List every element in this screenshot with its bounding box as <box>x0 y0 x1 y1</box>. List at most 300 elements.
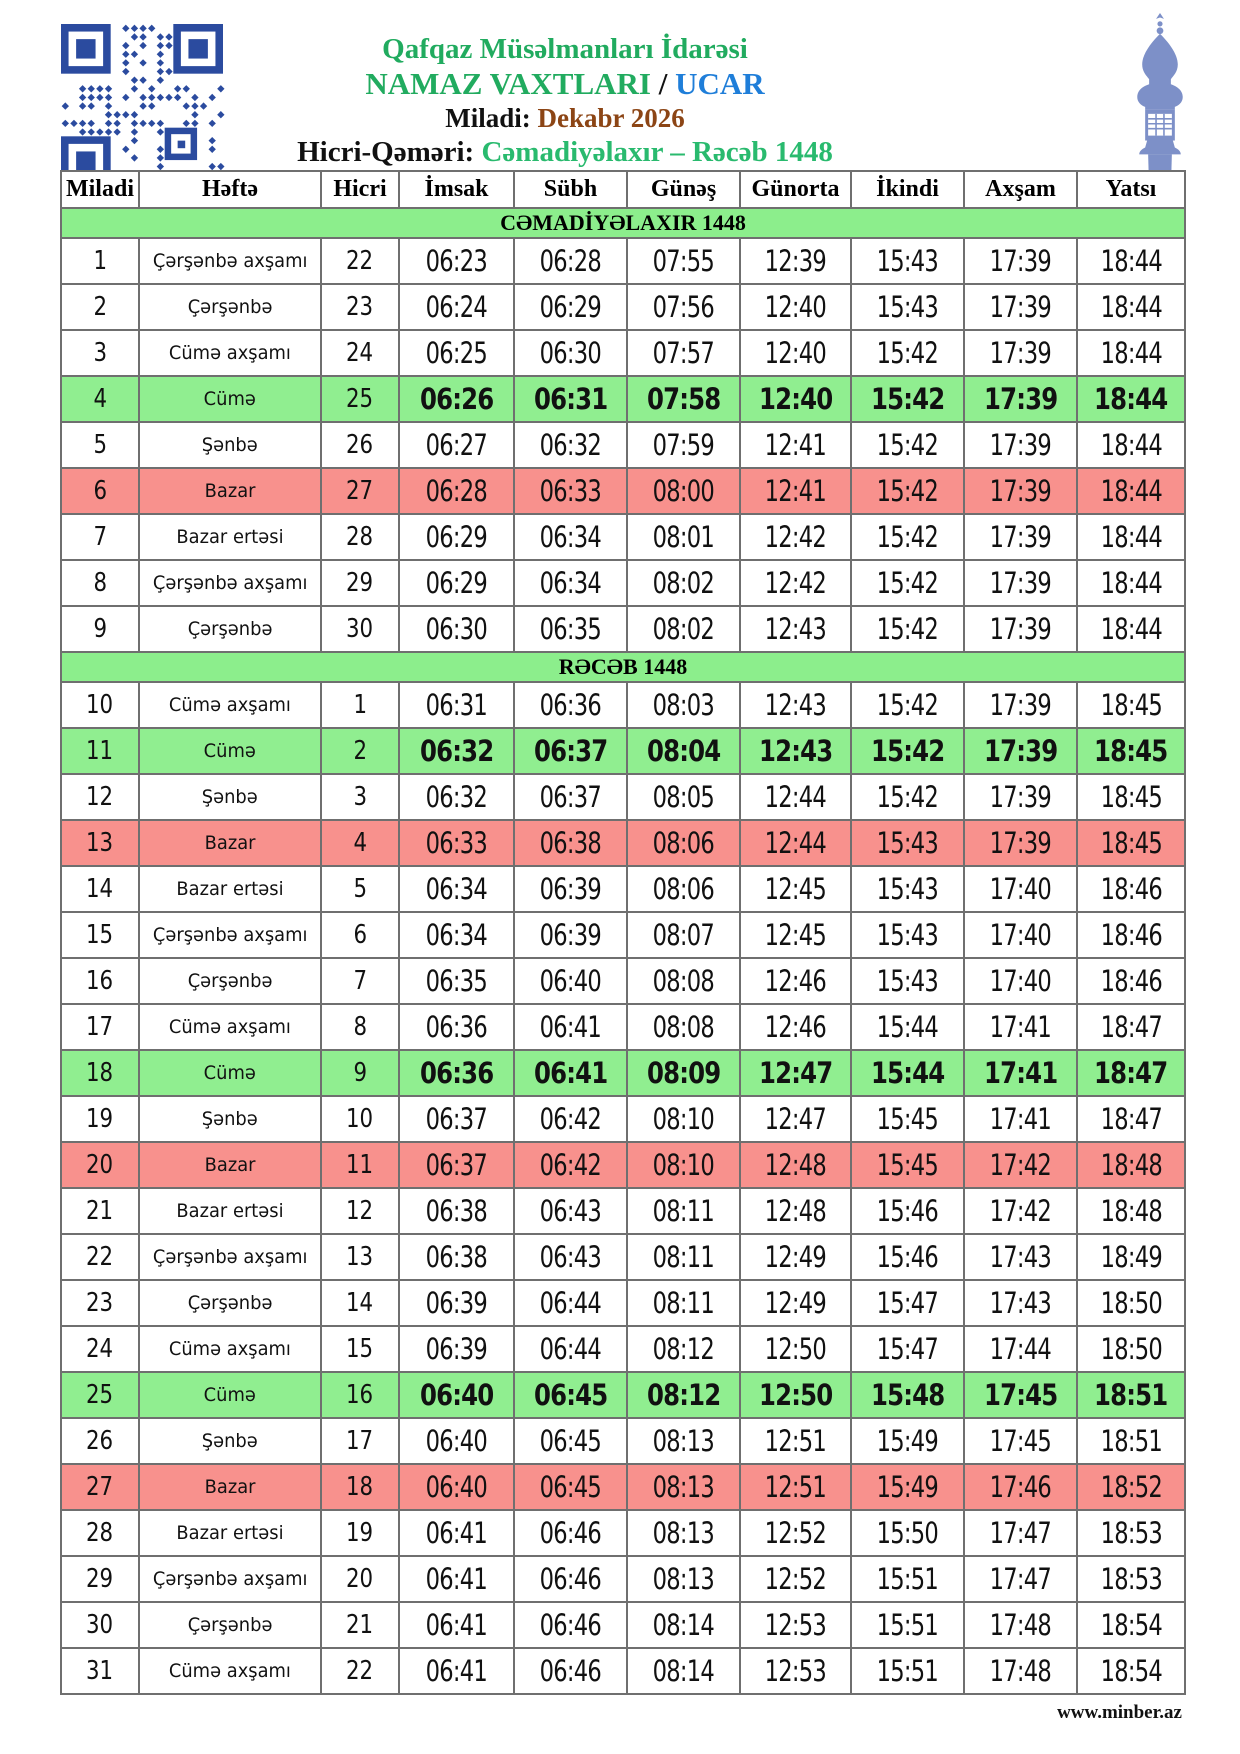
cell-time-4-text: 15:45 <box>876 1102 939 1136</box>
cell-hicri-day-text: 20 <box>346 1564 374 1594</box>
cell-time-5-text: 17:42 <box>989 1194 1052 1228</box>
cell-time-5 <box>964 728 1077 774</box>
cell-time-5 <box>964 1464 1077 1510</box>
cell-miladi-day-text: 20 <box>86 1150 114 1180</box>
cell-time-6-text: 18:47 <box>1094 1056 1168 1090</box>
cell-hicri-day-text: 28 <box>346 522 374 552</box>
cell-time-2-text: 08:14 <box>652 1608 715 1642</box>
cell-miladi-day <box>61 1050 139 1096</box>
cell-time-0-text: 06:38 <box>425 1240 488 1274</box>
table-header-row <box>61 171 1185 208</box>
cell-weekday-text: Cümə <box>203 1062 257 1084</box>
cell-time-4 <box>851 1004 964 1050</box>
cell-time-0 <box>399 866 514 912</box>
cell-time-2 <box>627 1142 740 1188</box>
cell-time-2 <box>627 1096 740 1142</box>
cell-time-4-text: 15:51 <box>876 1608 939 1642</box>
cell-time-4 <box>851 728 964 774</box>
cell-time-6-text: 18:53 <box>1100 1516 1162 1550</box>
cell-time-1 <box>514 1648 627 1694</box>
cell-time-3 <box>740 376 851 422</box>
minaret-icon <box>1124 12 1196 190</box>
cell-hicri-day <box>321 1372 399 1418</box>
cell-time-3-text: 12:43 <box>764 612 827 646</box>
cell-time-0 <box>399 1464 514 1510</box>
cell-time-1 <box>514 1418 627 1464</box>
cell-time-0-text: 06:39 <box>425 1332 488 1366</box>
cell-weekday-text: Çərşənbə axşamı <box>152 572 308 594</box>
cell-time-0-text: 06:32 <box>425 780 488 814</box>
cell-miladi-day <box>61 1004 139 1050</box>
cell-time-5 <box>964 1510 1077 1556</box>
cell-time-4 <box>851 1602 964 1648</box>
cell-time-3-text: 12:40 <box>764 290 827 324</box>
cell-time-5-text: 17:46 <box>989 1470 1052 1504</box>
cell-hicri-day <box>321 1142 399 1188</box>
cell-weekday-text: Cümə axşamı <box>169 1016 291 1038</box>
cell-miladi-day-text: 28 <box>86 1518 114 1548</box>
cell-time-4-text: 15:42 <box>876 688 939 722</box>
cell-time-5-text: 17:44 <box>989 1332 1052 1366</box>
cell-time-1 <box>514 1372 627 1418</box>
cell-time-4 <box>851 468 964 514</box>
cell-time-0 <box>399 422 514 468</box>
cell-hicri-day-text: 12 <box>346 1196 374 1226</box>
cell-time-0 <box>399 1372 514 1418</box>
cell-time-4 <box>851 1418 964 1464</box>
cell-time-2 <box>627 422 740 468</box>
cell-time-0-text: 06:24 <box>425 290 488 324</box>
cell-time-5 <box>964 866 1077 912</box>
cell-weekday <box>139 682 321 728</box>
cell-hicri-day-text: 8 <box>353 1012 367 1042</box>
cell-time-0 <box>399 1234 514 1280</box>
cell-time-0-text: 06:35 <box>425 964 488 998</box>
cell-time-5-text: 17:39 <box>989 566 1052 600</box>
cell-time-6-text: 18:44 <box>1100 520 1162 554</box>
cell-time-0-text: 06:29 <box>425 566 488 600</box>
cell-time-3-text: 12:52 <box>764 1516 827 1550</box>
cell-hicri-day-text: 13 <box>346 1242 374 1272</box>
cell-time-3-text: 12:46 <box>764 1010 827 1044</box>
cell-time-4-text: 15:42 <box>876 428 939 462</box>
cell-weekday <box>139 774 321 820</box>
cell-time-5-text: 17:39 <box>983 382 1058 416</box>
cell-hicri-day-text: 22 <box>346 246 374 276</box>
cell-time-2-text: 08:06 <box>652 826 715 860</box>
cell-miladi-day <box>61 1326 139 1372</box>
cell-weekday-text: Çərşənbə <box>187 1292 273 1314</box>
cell-time-5 <box>964 514 1077 560</box>
cell-time-3 <box>740 1280 851 1326</box>
cell-hicri-day <box>321 376 399 422</box>
column-header-3: İmsak <box>399 171 514 208</box>
table-row <box>61 682 1185 728</box>
cell-time-5-text: 17:48 <box>989 1608 1052 1642</box>
cell-time-3-text: 12:53 <box>764 1608 827 1642</box>
cell-time-4-text: 15:42 <box>870 382 945 416</box>
cell-time-3-text: 12:43 <box>764 688 827 722</box>
cell-time-1-text: 06:43 <box>539 1240 602 1274</box>
cell-time-2-text: 08:13 <box>652 1424 715 1458</box>
section-title: CƏMADİYƏLAXIR 1448 <box>61 208 1185 238</box>
cell-time-3-text: 12:49 <box>764 1240 827 1274</box>
cell-time-5-text: 17:45 <box>983 1378 1058 1412</box>
table-row <box>61 330 1185 376</box>
cell-weekday <box>139 422 321 468</box>
cell-time-4-text: 15:42 <box>876 566 939 600</box>
cell-time-2 <box>627 1234 740 1280</box>
cell-miladi-day-text: 3 <box>93 338 107 368</box>
table-row <box>61 912 1185 958</box>
cell-time-3 <box>740 728 851 774</box>
cell-time-4 <box>851 1556 964 1602</box>
cell-weekday <box>139 728 321 774</box>
cell-time-3-text: 12:45 <box>764 918 827 952</box>
cell-weekday <box>139 912 321 958</box>
cell-weekday <box>139 1556 321 1602</box>
cell-time-2-text: 07:59 <box>652 428 715 462</box>
cell-miladi-day-text: 17 <box>86 1012 114 1042</box>
cell-time-4 <box>851 284 964 330</box>
cell-time-0 <box>399 1142 514 1188</box>
cell-time-4-text: 15:43 <box>876 290 939 324</box>
cell-time-3 <box>740 606 851 652</box>
cell-miladi-day-text: 14 <box>86 874 114 904</box>
cell-time-1 <box>514 1556 627 1602</box>
cell-miladi-day <box>61 820 139 866</box>
cell-hicri-day <box>321 422 399 468</box>
cell-time-6 <box>1077 560 1185 606</box>
cell-miladi-day-text: 18 <box>86 1058 114 1088</box>
table-row <box>61 728 1185 774</box>
cell-hicri-day <box>321 1326 399 1372</box>
cell-time-5-text: 17:39 <box>989 612 1052 646</box>
cell-time-2 <box>627 468 740 514</box>
cell-weekday <box>139 1326 321 1372</box>
cell-time-3 <box>740 1418 851 1464</box>
cell-time-0-text: 06:38 <box>425 1194 488 1228</box>
cell-time-6 <box>1077 820 1185 866</box>
cell-miladi-day <box>61 958 139 1004</box>
cell-time-1-text: 06:29 <box>539 290 602 324</box>
cell-miladi-day-text: 22 <box>86 1242 114 1272</box>
table-row <box>61 958 1185 1004</box>
cell-time-5 <box>964 376 1077 422</box>
cell-time-2-text: 08:10 <box>652 1148 715 1182</box>
cell-time-6-text: 18:44 <box>1100 474 1162 508</box>
cell-miladi-day <box>61 560 139 606</box>
cell-hicri-day-text: 10 <box>346 1104 374 1134</box>
cell-weekday <box>139 238 321 284</box>
cell-time-2-text: 08:12 <box>652 1332 715 1366</box>
cell-weekday <box>139 330 321 376</box>
cell-hicri-day <box>321 1602 399 1648</box>
cell-time-5 <box>964 682 1077 728</box>
cell-time-6 <box>1077 1464 1185 1510</box>
cell-hicri-day <box>321 1188 399 1234</box>
cell-time-0 <box>399 238 514 284</box>
cell-time-6 <box>1077 1280 1185 1326</box>
table-row <box>61 1602 1185 1648</box>
cell-time-4-text: 15:50 <box>876 1516 939 1550</box>
cell-time-5 <box>964 1096 1077 1142</box>
cell-time-1-text: 06:43 <box>539 1194 602 1228</box>
cell-hicri-day-text: 3 <box>353 782 367 812</box>
cell-miladi-day <box>61 1418 139 1464</box>
cell-time-2-text: 08:13 <box>652 1470 715 1504</box>
cell-time-4 <box>851 1096 964 1142</box>
cell-time-3-text: 12:41 <box>764 428 827 462</box>
cell-time-1 <box>514 1096 627 1142</box>
cell-time-1-text: 06:34 <box>539 566 602 600</box>
cell-time-0 <box>399 330 514 376</box>
cell-time-5 <box>964 1142 1077 1188</box>
cell-weekday-text: Çərşənbə axşamı <box>152 1246 308 1268</box>
cell-time-6-text: 18:50 <box>1100 1286 1162 1320</box>
cell-time-6 <box>1077 1326 1185 1372</box>
cell-time-0-text: 06:41 <box>425 1516 488 1550</box>
hicri-label: Hicri-Qəməri: <box>297 135 475 168</box>
cell-time-2 <box>627 958 740 1004</box>
cell-time-0-text: 06:34 <box>425 918 488 952</box>
cell-miladi-day <box>61 1464 139 1510</box>
cell-time-3-text: 12:46 <box>764 964 827 998</box>
cell-time-5 <box>964 774 1077 820</box>
cell-hicri-day <box>321 238 399 284</box>
cell-time-0-text: 06:37 <box>425 1102 488 1136</box>
cell-weekday <box>139 1096 321 1142</box>
cell-time-4 <box>851 1510 964 1556</box>
cell-time-1-text: 06:42 <box>539 1102 602 1136</box>
cell-time-6 <box>1077 1602 1185 1648</box>
table-row <box>61 1372 1185 1418</box>
cell-time-1-text: 06:39 <box>539 918 602 952</box>
cell-time-0-text: 06:25 <box>425 336 488 370</box>
table-row <box>61 238 1185 284</box>
cell-time-0 <box>399 1602 514 1648</box>
cell-time-5 <box>964 912 1077 958</box>
cell-hicri-day <box>321 514 399 560</box>
table-row <box>61 376 1185 422</box>
cell-weekday <box>139 514 321 560</box>
cell-time-2-text: 08:10 <box>652 1102 715 1136</box>
cell-time-2 <box>627 1602 740 1648</box>
cell-time-0-text: 06:30 <box>425 612 488 646</box>
cell-hicri-day <box>321 1280 399 1326</box>
cell-time-2-text: 08:09 <box>646 1056 721 1090</box>
cell-time-2-text: 07:58 <box>646 382 721 416</box>
cell-time-5 <box>964 422 1077 468</box>
cell-time-2-text: 07:56 <box>652 290 715 324</box>
cell-hicri-day <box>321 1234 399 1280</box>
column-header-9: Yatsı <box>1077 171 1185 208</box>
cell-time-2-text: 08:04 <box>646 734 721 768</box>
table-row <box>61 1234 1185 1280</box>
cell-time-6 <box>1077 682 1185 728</box>
cell-weekday-text: Bazar <box>204 480 256 502</box>
cell-time-0 <box>399 1326 514 1372</box>
cell-time-5-text: 17:39 <box>989 826 1052 860</box>
cell-miladi-day-text: 11 <box>86 736 114 766</box>
section-title: RƏCƏB 1448 <box>61 652 1185 682</box>
table-row <box>61 606 1185 652</box>
cell-time-6 <box>1077 1372 1185 1418</box>
cell-time-5-text: 17:39 <box>989 520 1052 554</box>
cell-time-2-text: 08:11 <box>652 1194 715 1228</box>
cell-time-1 <box>514 728 627 774</box>
table-row <box>61 1280 1185 1326</box>
cell-time-3-text: 12:39 <box>764 244 827 278</box>
cell-miladi-day-text: 31 <box>86 1656 114 1686</box>
cell-weekday-text: Cümə axşamı <box>169 342 291 364</box>
cell-time-1 <box>514 774 627 820</box>
cell-time-2-text: 08:13 <box>652 1562 715 1596</box>
cell-time-3 <box>740 774 851 820</box>
cell-miladi-day <box>61 238 139 284</box>
cell-time-4 <box>851 682 964 728</box>
cell-time-0-text: 06:36 <box>419 1056 494 1090</box>
cell-miladi-day <box>61 284 139 330</box>
cell-time-3 <box>740 1464 851 1510</box>
cell-time-6-text: 18:44 <box>1100 244 1162 278</box>
cell-time-1-text: 06:39 <box>539 872 602 906</box>
cell-time-1-text: 06:38 <box>539 826 602 860</box>
cell-time-3-text: 12:48 <box>764 1194 827 1228</box>
cell-time-1 <box>514 1050 627 1096</box>
cell-time-3-text: 12:42 <box>764 520 827 554</box>
cell-time-1 <box>514 820 627 866</box>
table-row <box>61 820 1185 866</box>
miladi-line <box>120 103 1010 135</box>
cell-weekday-text: Çərşənbə axşamı <box>152 1568 308 1590</box>
cell-time-4 <box>851 1372 964 1418</box>
cell-time-6-text: 18:54 <box>1100 1608 1162 1642</box>
cell-time-6 <box>1077 238 1185 284</box>
cell-miladi-day-text: 13 <box>86 828 114 858</box>
cell-miladi-day-text: 27 <box>86 1472 114 1502</box>
miladi-value: Dekabr 2026 <box>537 102 685 133</box>
cell-miladi-day-text: 6 <box>93 476 107 506</box>
cell-weekday <box>139 1418 321 1464</box>
cell-miladi-day <box>61 1556 139 1602</box>
cell-time-2 <box>627 728 740 774</box>
cell-time-6 <box>1077 1418 1185 1464</box>
cell-miladi-day-text: 4 <box>93 384 107 414</box>
table-row <box>61 1464 1185 1510</box>
cell-time-1-text: 06:37 <box>539 780 602 814</box>
cell-weekday <box>139 468 321 514</box>
cell-hicri-day <box>321 468 399 514</box>
cell-miladi-day-text: 2 <box>93 292 107 322</box>
table-row <box>61 866 1185 912</box>
cell-time-4-text: 15:44 <box>870 1056 945 1090</box>
table-row <box>61 1096 1185 1142</box>
cell-time-3-text: 12:47 <box>758 1056 833 1090</box>
cell-weekday <box>139 1142 321 1188</box>
hicri-value: Cəmadiyəlaxır – Rəcəb 1448 <box>481 135 833 168</box>
cell-weekday <box>139 820 321 866</box>
cell-time-6 <box>1077 376 1185 422</box>
table-row <box>61 1648 1185 1694</box>
cell-time-4-text: 15:46 <box>876 1240 939 1274</box>
cell-time-2-text: 08:03 <box>652 688 715 722</box>
cell-weekday-text: Şənbə <box>202 1108 258 1130</box>
cell-time-5-text: 17:39 <box>983 734 1058 768</box>
cell-miladi-day <box>61 376 139 422</box>
cell-hicri-day <box>321 866 399 912</box>
cell-weekday-text: Bazar <box>204 1476 256 1498</box>
cell-time-4-text: 15:44 <box>876 1010 939 1044</box>
cell-time-2 <box>627 1188 740 1234</box>
cell-time-6 <box>1077 422 1185 468</box>
cell-time-1-text: 06:45 <box>533 1378 608 1412</box>
hicri-line <box>120 135 1010 169</box>
cell-time-0-text: 06:40 <box>425 1470 488 1504</box>
cell-time-2-text: 08:02 <box>652 612 715 646</box>
cell-time-3-text: 12:41 <box>764 474 827 508</box>
cell-time-1-text: 06:45 <box>539 1424 602 1458</box>
cell-time-3-text: 12:51 <box>764 1470 827 1504</box>
cell-miladi-day <box>61 866 139 912</box>
cell-time-1-text: 06:44 <box>539 1332 602 1366</box>
cell-time-5-text: 17:47 <box>989 1562 1052 1596</box>
cell-time-6 <box>1077 1556 1185 1602</box>
cell-time-0 <box>399 728 514 774</box>
cell-miladi-day <box>61 682 139 728</box>
cell-time-1 <box>514 912 627 958</box>
cell-time-3-text: 12:45 <box>764 872 827 906</box>
cell-time-6 <box>1077 1004 1185 1050</box>
cell-time-5 <box>964 1004 1077 1050</box>
cell-time-1 <box>514 514 627 560</box>
cell-time-1 <box>514 1280 627 1326</box>
cell-hicri-day <box>321 1050 399 1096</box>
cell-time-2-text: 08:07 <box>652 918 715 952</box>
cell-time-4 <box>851 330 964 376</box>
cell-hicri-day-text: 4 <box>353 828 367 858</box>
cell-miladi-day-text: 26 <box>86 1426 114 1456</box>
cell-time-6-text: 18:51 <box>1100 1424 1162 1458</box>
cell-time-5-text: 17:39 <box>989 336 1052 370</box>
cell-time-0-text: 06:41 <box>425 1562 488 1596</box>
cell-hicri-day-text: 27 <box>346 476 374 506</box>
cell-time-1 <box>514 1142 627 1188</box>
cell-time-5-text: 17:39 <box>989 244 1052 278</box>
cell-time-0 <box>399 1648 514 1694</box>
cell-time-5-text: 17:41 <box>983 1056 1058 1090</box>
cell-time-1 <box>514 866 627 912</box>
cell-time-6-text: 18:44 <box>1100 428 1162 462</box>
table-row <box>61 514 1185 560</box>
cell-time-1 <box>514 468 627 514</box>
cell-time-6-text: 18:46 <box>1100 918 1162 952</box>
cell-time-0 <box>399 1188 514 1234</box>
cell-hicri-day-text: 26 <box>346 430 374 460</box>
cell-time-0 <box>399 958 514 1004</box>
cell-time-0 <box>399 682 514 728</box>
cell-miladi-day-text: 10 <box>86 690 114 720</box>
cell-time-6 <box>1077 774 1185 820</box>
cell-weekday-text: Bazar <box>204 1154 256 1176</box>
cell-hicri-day-text: 5 <box>353 874 367 904</box>
cell-hicri-day <box>321 1004 399 1050</box>
cell-hicri-day <box>321 560 399 606</box>
section-header-row <box>61 652 1185 682</box>
cell-time-1-text: 06:44 <box>539 1286 602 1320</box>
cell-miladi-day <box>61 1188 139 1234</box>
cell-time-4-text: 15:49 <box>876 1470 939 1504</box>
